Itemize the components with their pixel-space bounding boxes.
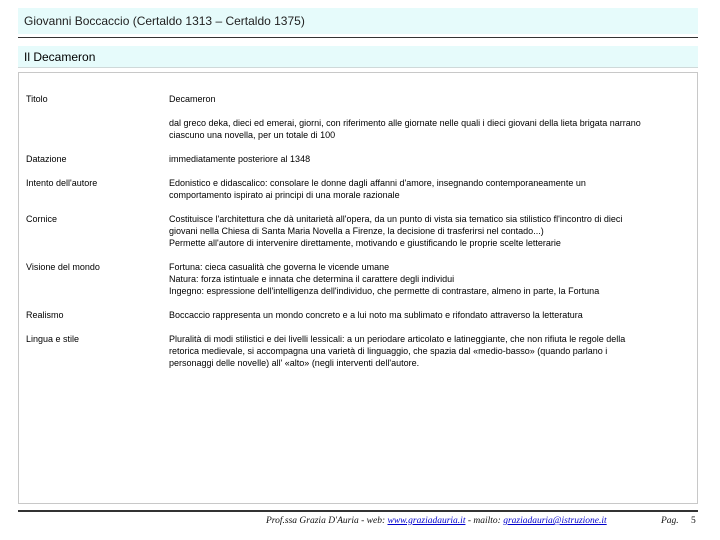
- row-text-line: Pluralità di modi stilistici e dei livelli lessicali: a un periodare articolato e latineggiante, che non rifiuta le regole della: [169, 334, 626, 344]
- header-title: Giovanni Boccaccio (Certaldo 1313 – Certaldo 1375): [24, 14, 305, 28]
- row-value: [169, 93, 694, 105]
- page-number: 5: [691, 516, 696, 526]
- website-link[interactable]: www.graziadauria.it: [387, 516, 466, 526]
- email-link[interactable]: graziadauria@istruzione.it: [503, 516, 607, 526]
- row-text-line: Ingegno: espressione dell'intelligenza dell'individuo, che permette di contrastare, almeno in parte, la Fortuna: [169, 286, 600, 296]
- row-text-line: ciascuno una novella, per un totale di 100: [169, 130, 336, 140]
- row-value: [169, 117, 694, 141]
- row-value: [169, 261, 694, 297]
- row-label: Lingua e stile: [26, 334, 80, 344]
- header-bar: [18, 8, 698, 34]
- row-label: Titolo: [26, 94, 48, 104]
- row-text-line: retorica medievale, si accompagna una varietà di linguaggio, che spazia dal «medio-basso» (quando parlano i: [169, 346, 608, 356]
- row-text-line: Permette all'autore di intervenire direttamente, motivando e giustificando le proprie scelte letterarie: [169, 238, 561, 248]
- row-text-line: comportamento ispirato ai principi di una morale razionale: [169, 190, 400, 200]
- row-label: Datazione: [26, 154, 67, 164]
- row-text-line: Decameron: [169, 94, 216, 104]
- footer-mail-label: - mailto:: [465, 516, 504, 526]
- row-text-line: personaggi delle novelle) all' «alto» (negli interventi dell'autore.: [169, 358, 420, 368]
- header-divider: [18, 37, 698, 38]
- row-text-line: Costituisce l'architettura che dà unitarietà all'opera, da un punto di vista sia tematico sia stilistico fl'incontro di dieci: [169, 214, 623, 224]
- row-label: Visione del mondo: [26, 262, 100, 272]
- footer-divider: [18, 510, 698, 512]
- row-text-line: Boccaccio rappresenta un mondo concreto e a lui noto ma sublimato e rifondato attraverso la letteratura: [169, 310, 583, 320]
- row-label: Intento dell'autore: [26, 178, 98, 188]
- row-value: [169, 309, 694, 321]
- row-text-line: Fortuna: cieca casualità che governa le vicende umane: [169, 262, 390, 272]
- row-text-line: dal greco deka, dieci ed emerai, giorni, con riferimento alle giornate nelle quali i dieci giovani della lieta brigata narrano: [169, 118, 641, 128]
- row-label: Realismo: [26, 310, 64, 320]
- section-bar: [18, 46, 698, 68]
- row-text-line: Natura: forza istintuale e innata che determina il carattere degli individui: [169, 274, 455, 284]
- row-value: [169, 213, 694, 249]
- row-value: [169, 153, 694, 165]
- row-text-line: Edonistico e didascalico: consolare le donne dagli affanni d'amore, insegnando contemporaneamente un: [169, 178, 586, 188]
- footer-author: Prof.ssa Grazia D'Auria - web:: [266, 516, 388, 526]
- row-label: Cornice: [26, 214, 58, 224]
- footer: [18, 513, 698, 529]
- row-text-line: immediatamente posteriore al 1348: [169, 154, 311, 164]
- page-label: Pag.: [661, 516, 679, 526]
- footer-credit: [266, 513, 607, 529]
- row-value: [169, 333, 694, 369]
- section-title: Il Decameron: [24, 50, 96, 64]
- row-text-line: giovani nella Chiesa di Santa Maria Novella a Firenze, la decisione di trasferirsi nel contado...): [169, 226, 544, 236]
- row-value: [169, 177, 694, 201]
- content-frame: [18, 72, 698, 504]
